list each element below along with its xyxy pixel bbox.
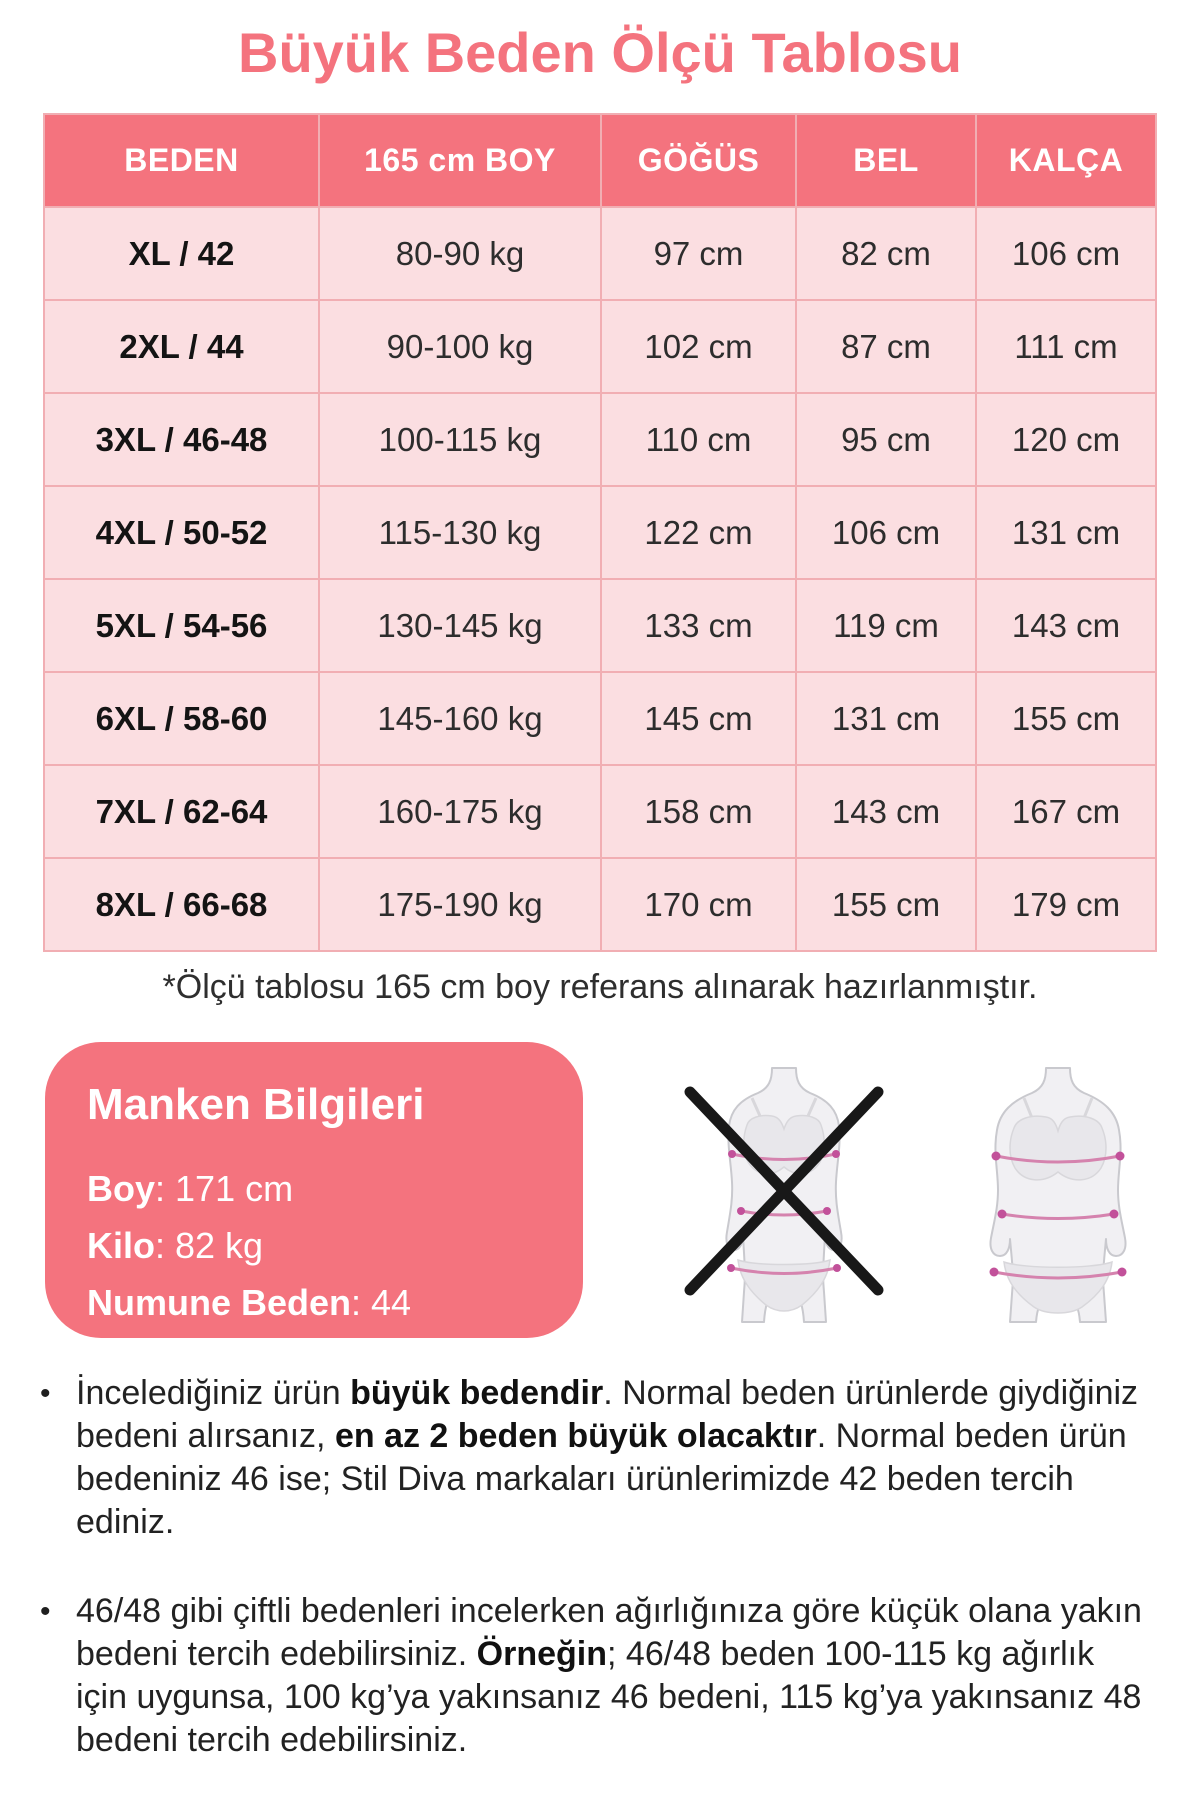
size-cell: 4XL / 50-52 xyxy=(44,486,319,579)
measurement-cell: 95 cm xyxy=(796,393,976,486)
measurement-cell: 130-145 kg xyxy=(319,579,601,672)
table-row xyxy=(44,765,1156,858)
size-cell: 2XL / 44 xyxy=(44,300,319,393)
measurement-cell: 120 cm xyxy=(976,393,1156,486)
table-row xyxy=(44,486,1156,579)
column-header: GÖĞÜS xyxy=(601,114,796,207)
size-cell: 5XL / 54-56 xyxy=(44,579,319,672)
measurement-cell: 155 cm xyxy=(976,672,1156,765)
model-info-card xyxy=(45,1042,583,1338)
model-info-heading: Manken Bilgileri xyxy=(87,1080,425,1129)
measurement-cell: 100-115 kg xyxy=(319,393,601,486)
list-item xyxy=(40,1590,1150,1762)
size-table-body xyxy=(44,207,1156,951)
table-row xyxy=(44,579,1156,672)
page-title: Büyük Beden Ölçü Tablosu xyxy=(238,21,962,84)
measurement-cell: 102 cm xyxy=(601,300,796,393)
size-cell: XL / 42 xyxy=(44,207,319,300)
column-header: BEDEN xyxy=(44,114,319,207)
size-cell: 7XL / 62-64 xyxy=(44,765,319,858)
note-text: İncelediğiniz ürün büyük bedendir. Normal beden ürünlerde giydiğiniz bedeni alırsanız, en az 2 beden büyük olacaktır. Normal beden ürün bedeniniz 46 ise; Stil Diva markaları ürünlerimizde 42 beden tercih ediniz. xyxy=(76,1374,1139,1541)
measurement-cell: 80-90 kg xyxy=(319,207,601,300)
column-header: BEL xyxy=(796,114,976,207)
size-table-header-row xyxy=(44,114,1156,207)
size-cell: 3XL / 46-48 xyxy=(44,393,319,486)
model-info-fields xyxy=(87,1160,553,1331)
model-info-field: Kilo: 82 kg xyxy=(87,1225,264,1266)
table-row xyxy=(44,393,1156,486)
measurement-cell: 131 cm xyxy=(796,672,976,765)
bullet-icon: • xyxy=(40,1377,51,1410)
measurement-cell: 145-160 kg xyxy=(319,672,601,765)
measurement-cell: 90-100 kg xyxy=(319,300,601,393)
size-cell: 6XL / 58-60 xyxy=(44,672,319,765)
measurement-cell: 115-130 kg xyxy=(319,486,601,579)
size-cell: 8XL / 66-68 xyxy=(44,858,319,951)
measurement-cell: 179 cm xyxy=(976,858,1156,951)
measurement-cell: 143 cm xyxy=(976,579,1156,672)
bullet-icon: • xyxy=(40,1595,51,1628)
measurement-cell: 145 cm xyxy=(601,672,796,765)
column-header: KALÇA xyxy=(976,114,1156,207)
measurement-cell: 167 cm xyxy=(976,765,1156,858)
plus-size-figure-icon xyxy=(952,1062,1164,1324)
measurement-cell: 110 cm xyxy=(601,393,796,486)
measurement-cell: 122 cm xyxy=(601,486,796,579)
measurement-cell: 82 cm xyxy=(796,207,976,300)
table-footnote: *Ölçü tablosu 165 cm boy referans alınarak hazırlanmıştır. xyxy=(162,968,1038,1006)
measurement-cell: 97 cm xyxy=(601,207,796,300)
measurement-cell: 111 cm xyxy=(976,300,1156,393)
table-row xyxy=(44,300,1156,393)
sizing-notes xyxy=(40,1372,1150,1808)
measurement-cell: 160-175 kg xyxy=(319,765,601,858)
table-row xyxy=(44,858,1156,951)
list-item xyxy=(40,1372,1150,1544)
measurement-cell: 143 cm xyxy=(796,765,976,858)
measurement-cell: 158 cm xyxy=(601,765,796,858)
measurement-cell: 175-190 kg xyxy=(319,858,601,951)
measurement-cell: 170 cm xyxy=(601,858,796,951)
measurement-cell: 106 cm xyxy=(976,207,1156,300)
model-info-field: Numune Beden: 44 xyxy=(87,1282,412,1323)
model-info-field: Boy: 171 cm xyxy=(87,1168,294,1209)
measurement-cell: 119 cm xyxy=(796,579,976,672)
table-row xyxy=(44,207,1156,300)
measurement-cell: 131 cm xyxy=(976,486,1156,579)
size-table xyxy=(43,113,1157,952)
measurement-cell: 87 cm xyxy=(796,300,976,393)
column-header: 165 cm BOY xyxy=(319,114,601,207)
crossed-out-slim-figure-icon xyxy=(668,1062,900,1324)
measurement-cell: 133 cm xyxy=(601,579,796,672)
note-text: 46/48 gibi çiftli bedenleri incelerken ağırlığınıza göre küçük olana yakın bedeni tercih edebilirsiniz. Örneğin; 46/48 beden 100-115 kg ağırlık için uygunsa, 100 kg’ya yakınsanız 46 bedeni, 115 kg’ya yakınsanız 48 bedeni tercih edebilirsiniz. xyxy=(76,1592,1142,1759)
table-row xyxy=(44,672,1156,765)
measurement-cell: 106 cm xyxy=(796,486,976,579)
measurement-cell: 155 cm xyxy=(796,858,976,951)
